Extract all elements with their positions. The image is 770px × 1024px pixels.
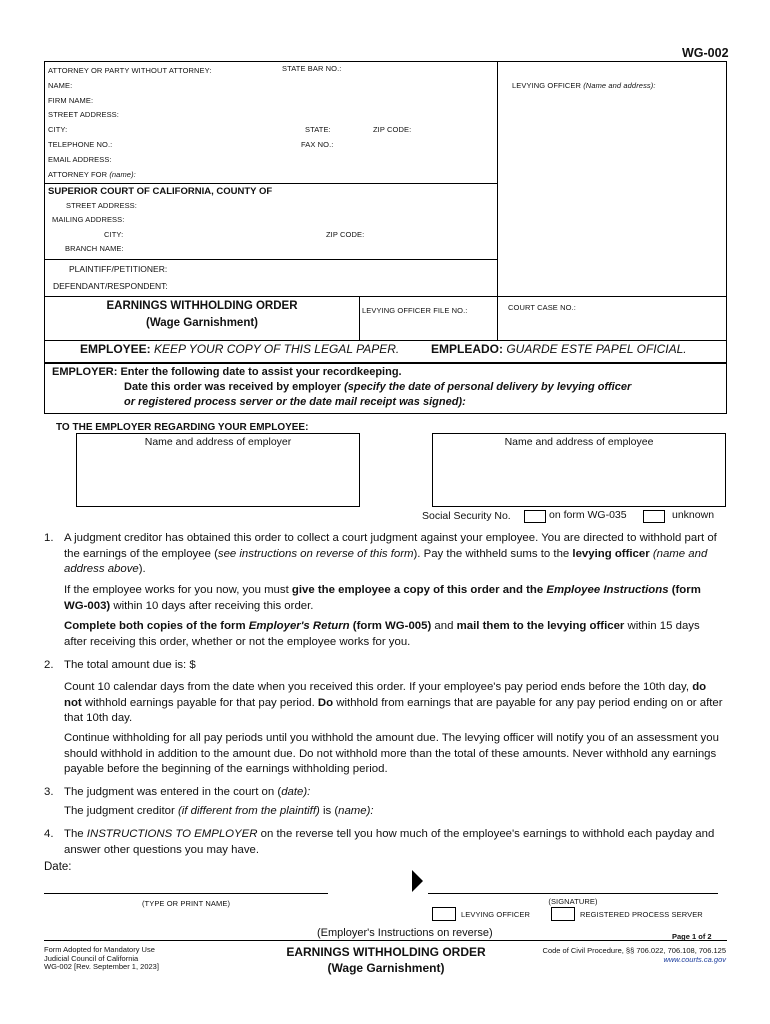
telephone-label: TELEPHONE NO.:	[48, 140, 113, 149]
divider	[44, 296, 727, 297]
item-1-instructions: If the employee works for you now, you must give the employee a copy of this order and the Employee Instructions (form WG-003) within 10 days after receiving this order.	[64, 584, 701, 612]
signature-caption: (SIGNATURE)	[548, 897, 598, 906]
to-employer-heading: TO THE EMPLOYER REGARDING YOUR EMPLOYEE:	[56, 422, 309, 433]
unknown-label: unknown	[672, 509, 715, 521]
on-form-label: on form WG-035	[549, 509, 627, 521]
item-2-count: Count 10 calendar days from the date when you received this order. If your employee's pay period ends before the 10th day, do not withhold earnings payable for that pay period. Do withhold from earnings that are payable for any pay period ending on or after that 10th day.	[64, 681, 723, 724]
case-no-label: COURT CASE NO.:	[508, 303, 576, 312]
fax-label: FAX NO.:	[301, 140, 334, 149]
print-name-caption: (TYPE OR PRINT NAME)	[141, 899, 231, 908]
form-subtitle: (Wage Garnishment)	[145, 317, 259, 329]
item-2-number: 2.	[44, 659, 54, 671]
form-title: EARNINGS WITHHOLDING ORDER	[106, 300, 298, 312]
employer-address-caption: Name and address of employer	[144, 436, 292, 448]
court-street-label: STREET ADDRESS:	[66, 201, 137, 210]
empleado-banner: EMPLEADO: GUARDE ESTE PAPEL OFICIAL.	[431, 342, 687, 356]
employee-banner: EMPLOYEE: KEEP YOUR COPY OF THIS LEGAL PAPER.	[80, 342, 400, 356]
court-city-label: CITY:	[104, 230, 124, 239]
item-2-continue: Continue withholding for all pay periods until you withhold the amount due. The levying officer will notify you of an assessment you should withhold in addition to the amount due. Do not withhold more than the total of these amounts. Never withhold any earnings payable before the beginning of the earnings withholding period.	[64, 732, 719, 775]
footer-subtitle: (Wage Garnishment)	[327, 961, 445, 975]
state-bar-label: STATE BAR NO.:	[282, 64, 342, 73]
item-1-text: A judgment creditor has obtained this order to collect a court judgment against your employee. You are directed to withhold part of the earnings of the employee (see instructions on reverse of this form). Pay the withheld sums to the levying officer (name and address above).	[64, 532, 717, 575]
lo-file-label: LEVYING OFFICER FILE NO.:	[362, 306, 468, 315]
plaintiff-label: PLAINTIFF/PETITIONER:	[69, 264, 168, 274]
item-1-number: 1.	[44, 532, 54, 544]
divider	[44, 340, 727, 341]
form-number: WG-002	[682, 46, 729, 60]
state-label: STATE:	[305, 125, 331, 134]
page-number: Page 1 of 2	[672, 932, 712, 941]
item-4-text: The INSTRUCTIONS TO EMPLOYER on the reverse tell you how much of the employee's earnings to withhold each payday and answer other questions you may have.	[64, 828, 715, 856]
zip-label: ZIP CODE:	[373, 125, 412, 134]
employer-line3: or registered process server or the date mail receipt was signed):	[124, 396, 466, 408]
employee-address-caption: Name and address of employee	[504, 436, 654, 448]
levying-officer-label: LEVYING OFFICER (Name and address):	[512, 81, 656, 90]
divider	[44, 183, 498, 184]
judgment-date-label: The judgment was entered in the court on (date):	[64, 786, 311, 798]
item-3-number: 3.	[44, 786, 54, 798]
firm-name-label: FIRM NAME:	[48, 96, 94, 105]
process-server-label: REGISTERED PROCESS SERVER	[580, 910, 703, 919]
name-label: NAME:	[48, 81, 73, 90]
adoption-note: Form Adopted for Mandatory Use Judicial Council of California WG-002 [Rev. September 1, 2023]	[44, 945, 159, 972]
item-1-return: Complete both copies of the form Employer's Return (form WG-005) and mail them to the levying officer within 15 days after receiving this order, whether or not the employee works for you.	[64, 620, 700, 648]
attorney-for-label: ATTORNEY FOR (name):	[48, 170, 136, 179]
levying-officer-sig-label: LEVYING OFFICER	[461, 910, 531, 919]
print-name-line[interactable]	[44, 893, 328, 894]
process-server-checkbox[interactable]	[551, 907, 575, 921]
branch-name-label: BRANCH NAME:	[65, 244, 124, 253]
item-4-number: 4.	[44, 828, 54, 840]
divider	[497, 61, 498, 297]
divider	[44, 259, 498, 260]
ssn-label: Social Security No.	[422, 510, 511, 522]
court-mailing-label: MAILING ADDRESS:	[52, 215, 125, 224]
footer-title: EARNINGS WITHHOLDING ORDER	[286, 945, 486, 959]
email-label: EMAIL ADDRESS:	[48, 155, 112, 164]
city-label: CITY:	[48, 125, 68, 134]
employer-line1: EMPLOYER: Enter the following date to assist your recordkeeping.	[52, 366, 402, 378]
employer-line2: Date this order was received by employer (specify the date of personal delivery by levying officer	[124, 381, 632, 393]
street-address-label: STREET ADDRESS:	[48, 110, 119, 119]
court-title: SUPERIOR COURT OF CALIFORNIA, COUNTY OF	[48, 186, 273, 197]
website-link[interactable]: www.courts.ca.gov	[663, 955, 726, 964]
signature-line[interactable]	[428, 893, 718, 894]
ssn-on-form-checkbox[interactable]	[524, 510, 546, 523]
date-label: Date:	[44, 861, 72, 873]
ssn-unknown-checkbox[interactable]	[643, 510, 665, 523]
attorney-label: ATTORNEY OR PARTY WITHOUT ATTORNEY:	[48, 66, 212, 75]
court-zip-label: ZIP CODE:	[326, 230, 365, 239]
code-citation: Code of Civil Procedure, §§ 706.022, 706.108, 706.125	[542, 946, 726, 955]
footer-divider	[44, 940, 727, 941]
divider	[497, 296, 498, 341]
reverse-note: (Employer's Instructions on reverse)	[317, 927, 493, 939]
defendant-label: DEFENDANT/RESPONDENT:	[53, 281, 168, 291]
signature-arrow-icon	[412, 870, 424, 892]
levying-officer-checkbox[interactable]	[432, 907, 456, 921]
judgment-creditor-label: The judgment creditor (if different from the plaintiff) is (name):	[64, 805, 374, 817]
amount-due-label: The total amount due is: $	[64, 659, 196, 671]
